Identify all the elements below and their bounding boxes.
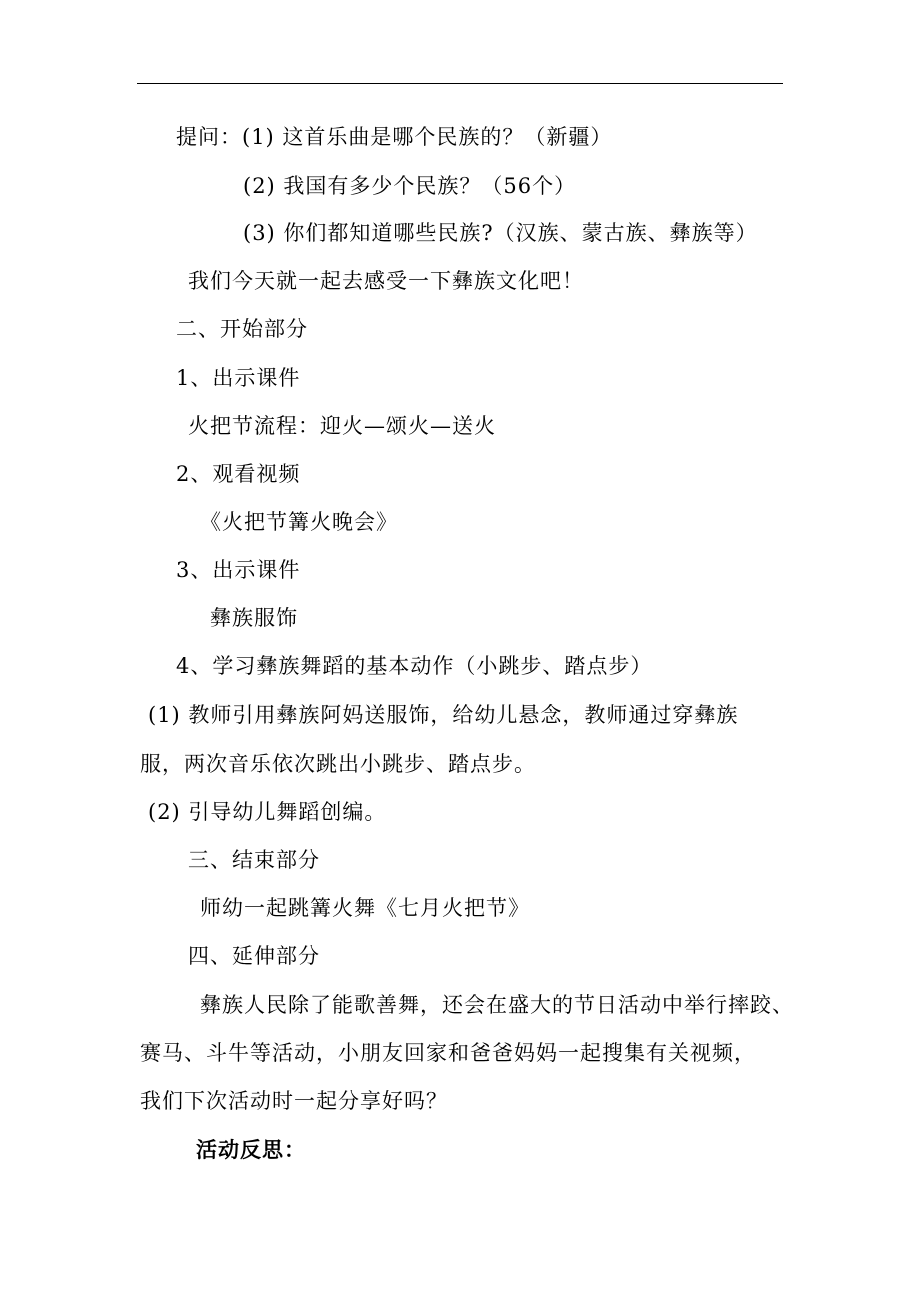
step-4: 4、学习彝族舞蹈的基本动作（小跳步、踏点步） <box>176 654 653 678</box>
step-1-detail: 火把节流程：迎火—颂火—送火 <box>188 414 496 438</box>
section-2-heading: 二、开始部分 <box>176 317 308 341</box>
step-3-detail: 彝族服饰 <box>210 606 298 630</box>
intro-closing: 我们今天就一起去感受一下彝族文化吧！ <box>188 269 584 293</box>
section-3-heading: 三、结束部分 <box>188 848 320 872</box>
question-2: (2) 我国有多少个民族？（56个） <box>243 174 577 198</box>
header-rule <box>137 83 783 84</box>
reflection-heading: 活动反思： <box>196 1137 306 1162</box>
section-4-paragraph-line-2: 赛马、斗牛等活动，小朋友回家和爸爸妈妈一起搜集有关视频， <box>140 1041 756 1065</box>
section-3-detail: 师幼一起跳篝火舞《七月火把节》 <box>200 896 530 920</box>
step-2-detail: 《火把节篝火晚会》 <box>200 510 398 534</box>
step-1: 1、出示课件 <box>176 366 301 390</box>
section-4-paragraph-line-3: 我们下次活动时一起分享好吗？ <box>140 1089 448 1113</box>
question-3: (3) 你们都知道哪些民族?（汉族、蒙古族、彝族等） <box>243 221 758 245</box>
step-4-paragraph-1-line-1: (1) 教师引用彝族阿妈送服饰，给幼儿悬念，教师通过穿彝族 <box>148 703 739 727</box>
step-3: 3、出示课件 <box>176 558 301 582</box>
section-4-heading: 四、延伸部分 <box>188 944 320 968</box>
step-4-paragraph-1-line-2: 服，两次音乐依次跳出小跳步、踏点步。 <box>140 752 536 776</box>
question-1: 提问：(1) 这首乐曲是哪个民族的？（新疆） <box>176 125 613 149</box>
step-2: 2、观看视频 <box>176 462 301 486</box>
section-4-paragraph-line-1: 彝族人民除了能歌善舞，还会在盛大的节日活动中举行摔跤、 <box>200 993 794 1017</box>
step-4-paragraph-2: (2) 引导幼儿舞蹈创编。 <box>148 800 387 824</box>
